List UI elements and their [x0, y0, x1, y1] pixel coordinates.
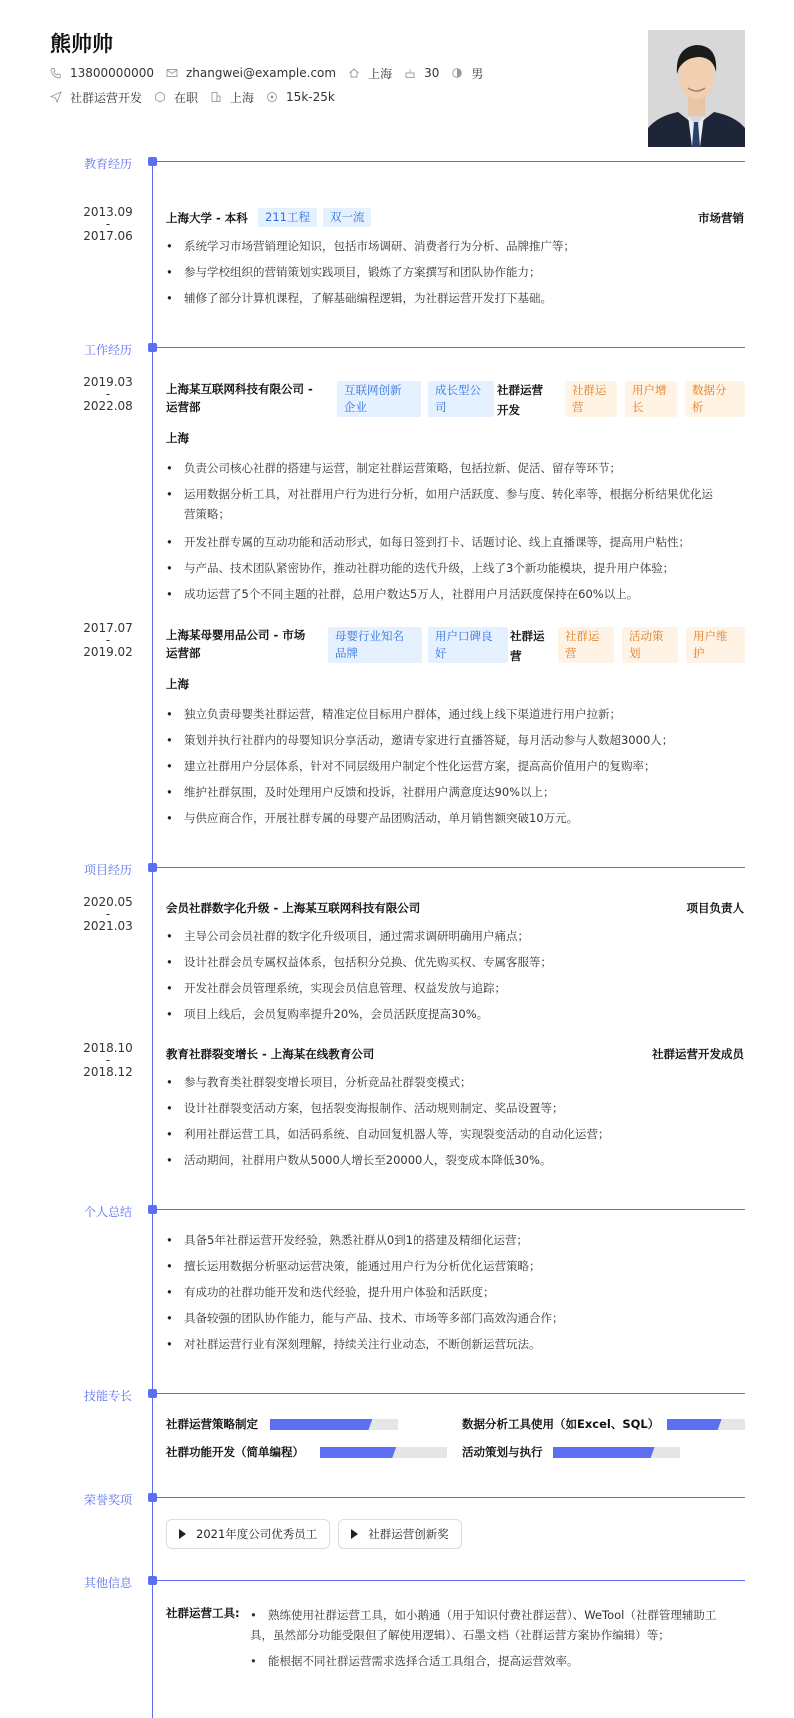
- email-item: [166, 66, 336, 80]
- skill-bar: [667, 1419, 745, 1430]
- work-bullet: • 维护社群氛围，及时处理用户反馈和投诉，社群用户满意度达90%以上；: [166, 782, 746, 802]
- skill-tag: 活动策 划: [622, 627, 678, 663]
- gender-icon: [451, 67, 463, 79]
- work-location: 上海: [166, 431, 189, 445]
- skill-bar: [553, 1447, 680, 1458]
- phone-text: 13800000000: [70, 66, 154, 80]
- summary-bullet: • 具备5年社群运营开发经验，熟悉社群从0到1的搭建及精细化运营；: [166, 1230, 746, 1250]
- work-bullet: • 与供应商合作，开展社群专属的母婴产品团购活动，单月销售额突破10万元。: [166, 808, 746, 828]
- work-bullet: • 负责公司核心社群的搭建与运营，制定社群运营策略，包括拉新、促活、留存等环节；: [166, 458, 746, 478]
- section-divider: [152, 1580, 745, 1581]
- status-text: 在职: [174, 90, 199, 105]
- edu-bullet: • 辅修了部分计算机课程，了解基础编程逻辑，为社群运营开发打下基础。: [166, 288, 746, 308]
- section-divider: [152, 867, 745, 868]
- contact-row: [50, 62, 495, 84]
- age-text: 30: [424, 66, 440, 80]
- work-city-text: 上海: [230, 90, 255, 105]
- work-bullet: • 与产品、技术团队紧密协作，推动社群功能的迭代升级，上线了3个新功能模块，提升用户体验；: [166, 558, 746, 578]
- work-date: 2017.07 - 2019.02: [83, 621, 133, 659]
- skill-bar-fill: [667, 1419, 722, 1430]
- phone-item: [50, 66, 154, 80]
- skill-name: 活动策划与执行: [462, 1445, 543, 1459]
- work-bullet: • 运用数据分析工具，对社群用户行为进行分析，如用户活跃度、参与度、转化率等，根据分析结果优化运: [166, 484, 746, 504]
- project-bullet: • 参与教育类社群裂变增长项目，分析竞品社群裂变模式；: [166, 1072, 746, 1092]
- section-divider: [152, 1497, 745, 1498]
- edu-bullet: • 系统学习市场营销理论知识，包括市场调研、消费者行为分析、品牌推广等；: [166, 236, 746, 256]
- send-icon: [50, 91, 62, 103]
- play-icon: [179, 1529, 186, 1539]
- work-role: 社群运营 开发: [497, 383, 543, 417]
- gender-item: [451, 65, 483, 82]
- gender-text: 男: [471, 66, 484, 81]
- company-tag: 成长型公 司: [428, 381, 494, 417]
- status-item: [154, 89, 198, 106]
- project-title: 教育社群裂变增长 - 上海某在线教育公司: [166, 1047, 375, 1061]
- skill-name: 数据分析工具使用（如Excel、SQL）: [462, 1417, 660, 1431]
- edu-bullet: • 参与学校组织的营销策划实践项目，锻炼了方案撰写和团队协作能力；: [166, 262, 746, 282]
- edu-tags: [258, 208, 371, 227]
- salary-item: [266, 90, 335, 104]
- project-bullet: • 活动期间，社群用户数从5000人增长至20000人，裂变成本降低30%。: [166, 1150, 746, 1170]
- section-title-education: 教育经历: [84, 157, 133, 171]
- timeline-line: [152, 162, 153, 1718]
- work-role: 社群运 营: [510, 629, 545, 663]
- skill-bar: [270, 1419, 398, 1430]
- company-tag: 互联网创新 企业: [337, 381, 421, 417]
- project-role: 社群运营开发成员: [652, 1047, 744, 1061]
- section-title-summary: 个人总结: [84, 1205, 133, 1219]
- summary-bullet: • 具备较强的团队协作能力，能与产品、技术、市场等多部门高效沟通合作；: [166, 1308, 746, 1328]
- job-row: [50, 86, 347, 108]
- skill-tag: 社群运 营: [558, 627, 614, 663]
- home-icon: [348, 67, 360, 79]
- skill-bar-fill: [553, 1447, 655, 1458]
- section-title-awards: 荣誉奖项: [84, 1493, 133, 1507]
- summary-bullet: • 对社群运营行业有深刻理解，持续关注行业动态，不断创新运营玩法。: [166, 1334, 746, 1354]
- skill-tag: 社群运 营: [565, 381, 617, 417]
- project-bullet: • 开发社群会员管理系统，实现会员信息管理、权益发放与追踪；: [166, 978, 746, 998]
- other-bullet-cont: 具，虽然部分功能受限但了解使用逻辑）、石墨文档（社群运营方案协作编辑）等；: [250, 1628, 670, 1642]
- project-bullet: • 设计社群裂变活动方案，包括裂变海报制作、活动规则制定、奖品设置等；: [166, 1098, 746, 1118]
- city-text: 上海: [368, 66, 393, 81]
- profile-photo: [648, 30, 745, 147]
- project-date: 2018.10 - 2018.12: [83, 1041, 133, 1079]
- skill-bar-fill: [270, 1419, 372, 1430]
- company-tag: 用户口碑良 好: [428, 627, 508, 663]
- job-target-text: 社群运营开发: [70, 90, 143, 105]
- summary-bullet: • 有成功的社群功能开发和迭代经验，提升用户体验和活跃度；: [166, 1282, 746, 1302]
- other-label: 社群运营工具:: [166, 1606, 240, 1620]
- work-date: 2019.03 - 2022.08: [83, 375, 133, 413]
- award-item: 社群运营创新奖: [338, 1519, 462, 1549]
- other-content: [250, 1605, 750, 1671]
- award-item: 2021年度公司优秀员工: [166, 1519, 330, 1549]
- section-divider: [152, 1209, 745, 1210]
- work-bullet: • 建立社群用户分层体系，针对不同层级用户制定个性化运营方案，提高高价值用户的复购率；: [166, 756, 746, 776]
- candidate-name: 熊帅帅: [50, 32, 113, 56]
- work-company: 上海某互联网科技有限公司 - 运营部: [166, 382, 313, 414]
- work-city-item: [210, 89, 254, 106]
- section-title-skills: 技能专长: [84, 1389, 133, 1403]
- tag: 211工程: [258, 208, 317, 227]
- work-bullet: • 策划并执行社群内的母婴知识分享活动，邀请专家进行直播答疑，每月活动参与人数超3000人；: [166, 730, 746, 750]
- company-tag: 母婴行业知名 品牌: [328, 627, 422, 663]
- edu-major: 市场营销: [698, 211, 744, 225]
- section-divider: [152, 347, 745, 348]
- email-text: zhangwei@example.com: [185, 66, 337, 80]
- work-bullet: • 成功运营了5个不同主题的社群，总用户数达5万人，社群用户月活跃度保持在60%以上。: [166, 584, 746, 604]
- work-bullet-cont: 营策略；: [184, 507, 230, 521]
- work-bullet: • 开发社群专属的互动功能和活动形式，如每日签到打卡、话题讨论、线上直播课等，提高用户粘性；: [166, 532, 746, 552]
- skill-name: 社群运营策略制定: [166, 1417, 258, 1431]
- salary-text: 15k-25k: [286, 90, 335, 104]
- mail-icon: [166, 67, 178, 79]
- project-title: 会员社群数字化升级 - 上海某互联网科技有限公司: [166, 901, 421, 915]
- other-bullet: • 能根据不同社群运营需求选择合适工具组合，提高运营效率。: [250, 1654, 579, 1668]
- section-title-other: 其他信息: [84, 1576, 133, 1590]
- city-item: [348, 65, 392, 82]
- project-bullet: • 利用社群运营工具，如活码系统、自动回复机器人等，实现裂变活动的自动化运营；: [166, 1124, 746, 1144]
- skill-tag: 用户维 护: [686, 627, 745, 663]
- section-title-project: 项目经历: [84, 863, 133, 877]
- status-icon: [154, 91, 166, 103]
- play-icon: [351, 1529, 358, 1539]
- salary-icon: [266, 91, 278, 103]
- project-date: 2020.05 - 2021.03: [83, 895, 133, 933]
- work-bullet: • 独立负责母婴类社群运营，精准定位目标用户群体，通过线上线下渠道进行用户拉新；: [166, 704, 746, 724]
- building-icon: [210, 91, 222, 103]
- awards-list: [166, 1519, 462, 1549]
- edu-date: 2013.09 - 2017.06: [83, 205, 133, 243]
- project-role: 项目负责人: [686, 901, 744, 915]
- other-bullet: • 熟练使用社群运营工具，如小鹅通（用于知识付费社群运营）、WeTool（社群管理辅助工: [250, 1608, 717, 1622]
- section-divider: [152, 161, 745, 162]
- project-bullet: • 主导公司会员社群的数字化升级项目，通过需求调研明确用户痛点；: [166, 926, 746, 946]
- summary-bullet: • 擅长运用数据分析驱动运营决策，能通过用户行为分析优化运营策略；: [166, 1256, 746, 1276]
- work-company: 上海某母婴用品公司 - 市场 运营部: [166, 628, 306, 660]
- tag: 双一流: [323, 208, 372, 227]
- section-divider: [152, 1393, 745, 1394]
- job-target-item: [50, 89, 142, 106]
- project-bullet: • 设计社群会员专属权益体系，包括积分兑换、优先购买权、专属客服等；: [166, 952, 746, 972]
- section-title-work: 工作经历: [84, 343, 133, 357]
- skill-name: 社群功能开发（简单编程）: [166, 1445, 304, 1459]
- project-bullet: • 项目上线后，会员复购率提升20%，会员活跃度提高30%。: [166, 1004, 746, 1024]
- skill-tag: 用户增 长: [625, 381, 677, 417]
- phone-icon: [50, 67, 62, 79]
- age-item: [404, 66, 439, 80]
- skill-tag: 数据分 析: [685, 381, 745, 417]
- edu-school: 上海大学 - 本科: [166, 211, 248, 225]
- skill-bar: [320, 1447, 447, 1458]
- skill-bar-fill: [320, 1447, 396, 1458]
- work-location: 上海: [166, 677, 189, 691]
- cake-icon: [404, 67, 416, 79]
